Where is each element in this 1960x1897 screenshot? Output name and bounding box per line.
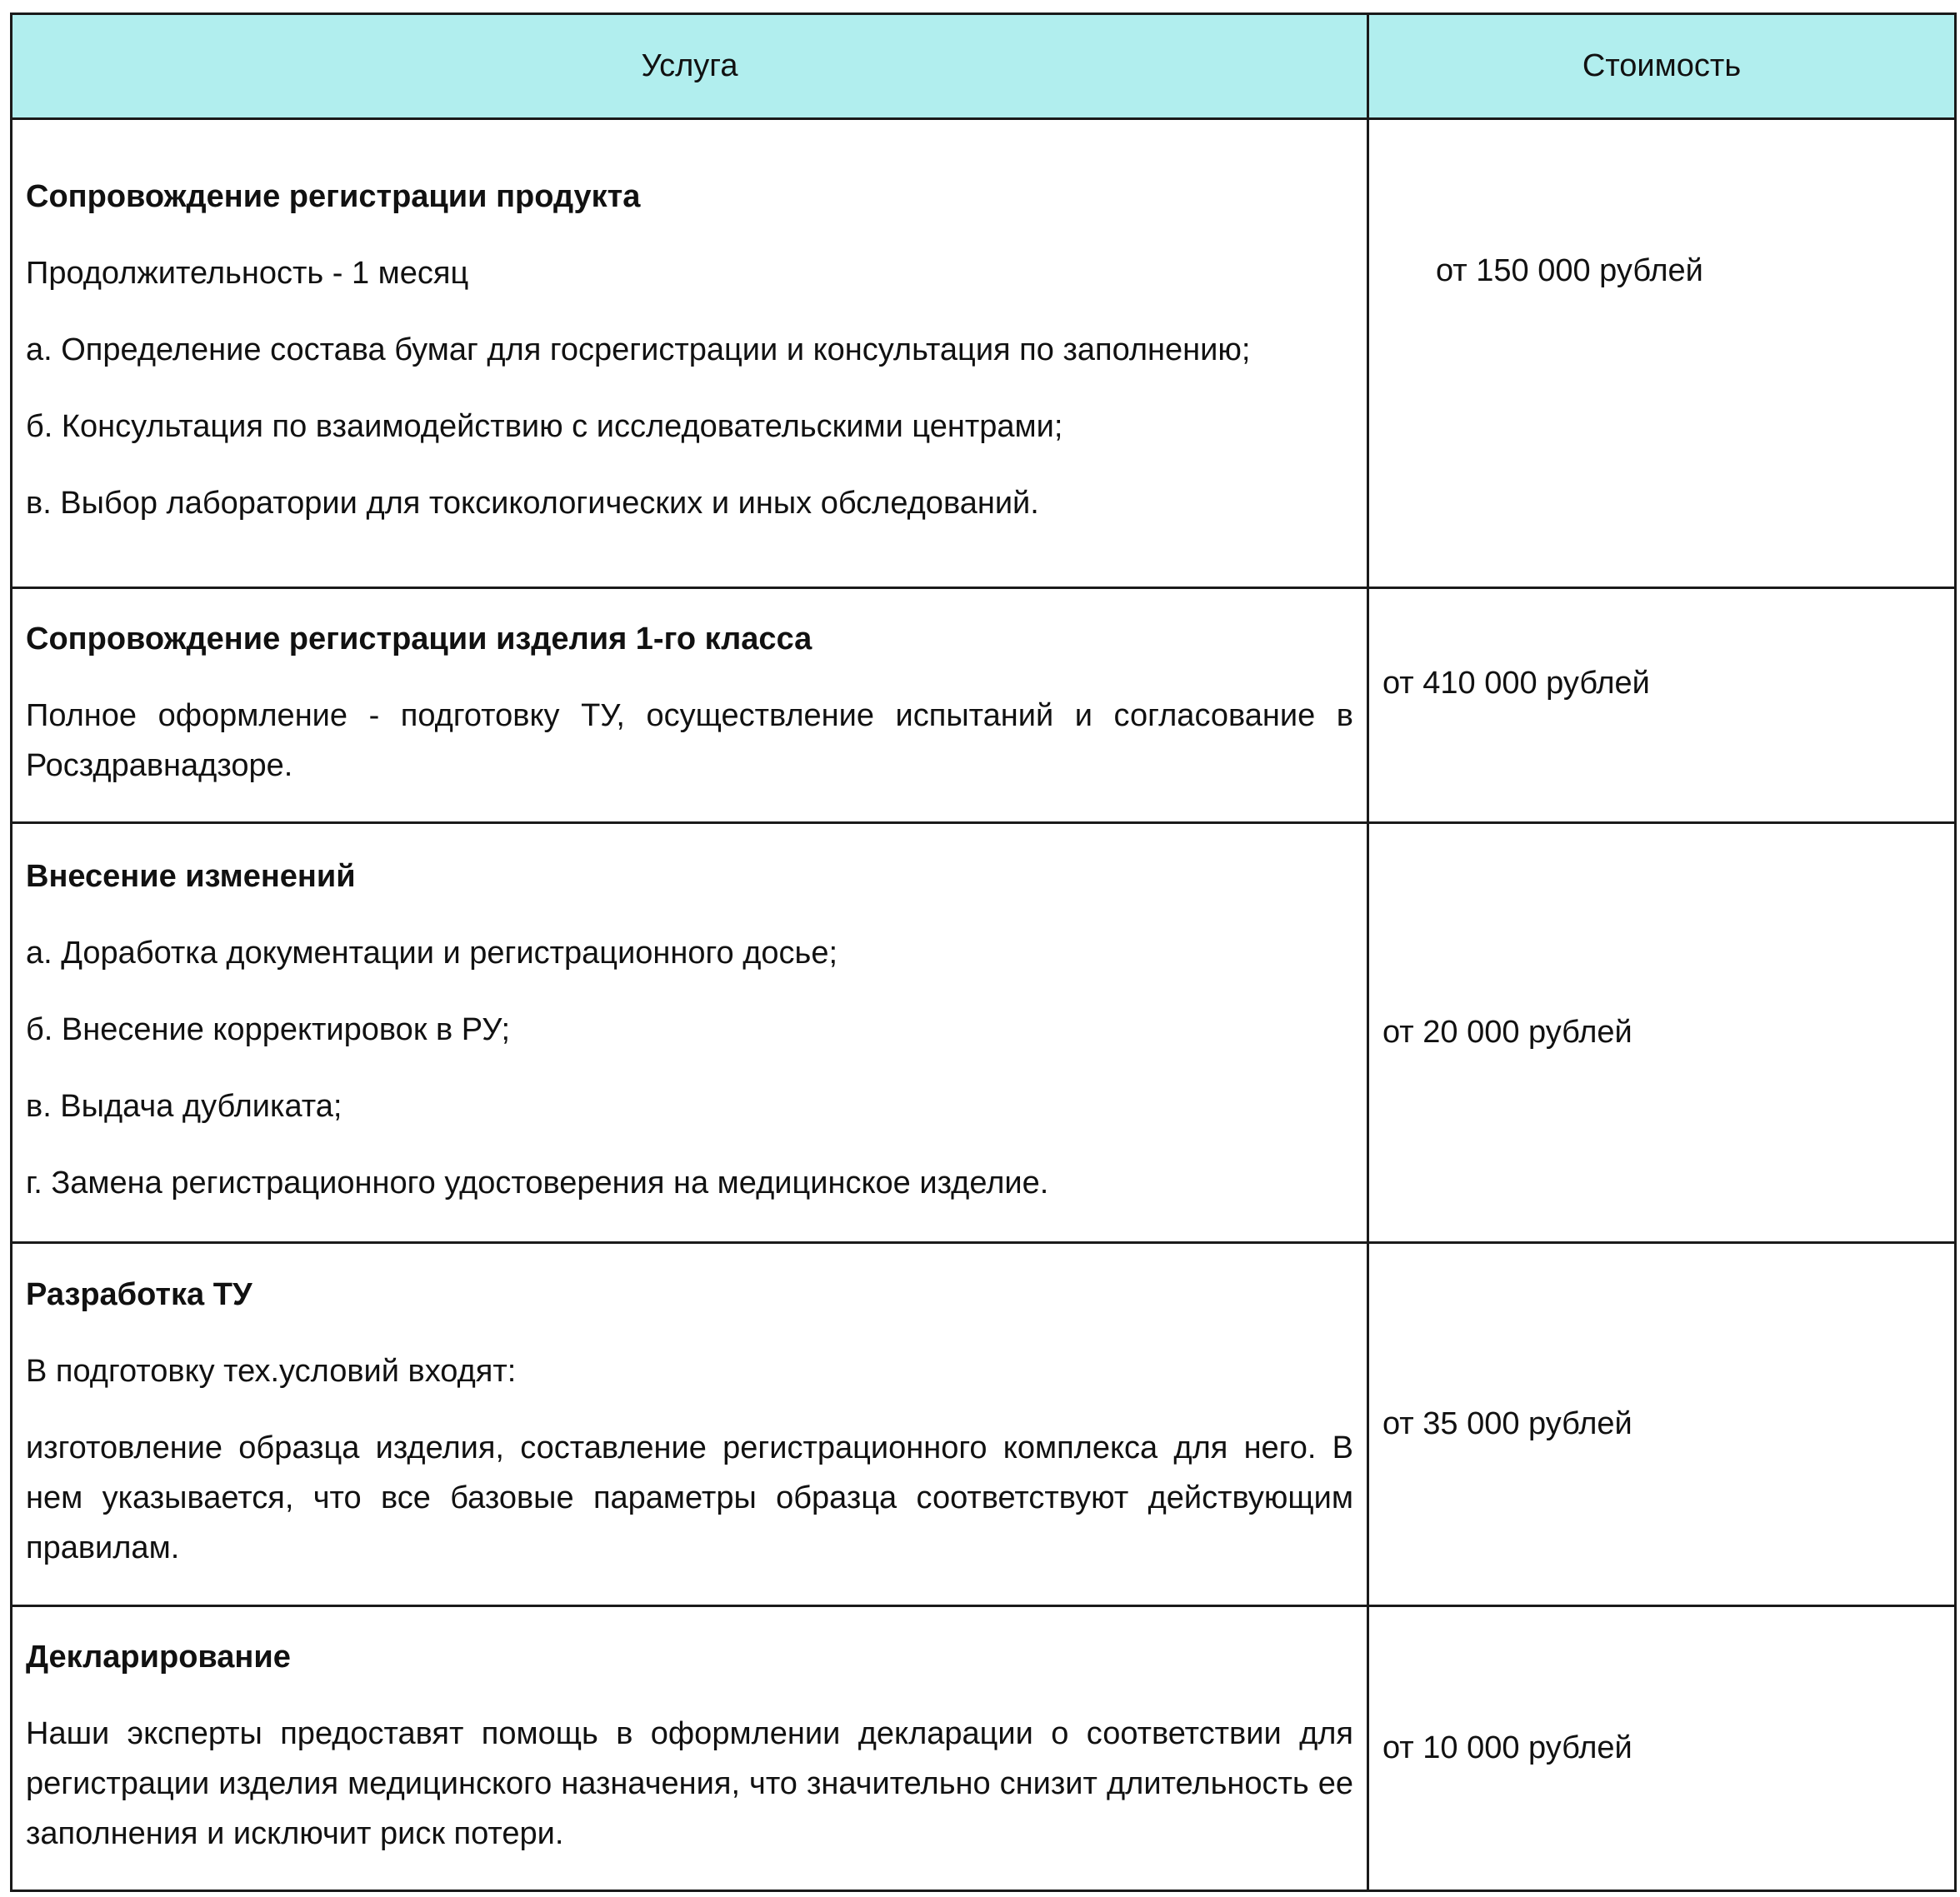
service-title: Сопровождение регистрации продукта (26, 179, 641, 214)
table-row (12, 119, 1956, 588)
column-header-price: Стоимость (1368, 14, 1956, 119)
service-cell (12, 1243, 1368, 1606)
table-row (12, 823, 1956, 1243)
price-cell: от 20 000 рублей (1368, 823, 1956, 1243)
price-cell: от 150 000 рублей (1368, 119, 1956, 588)
service-line: Полное оформление - подготовку ТУ, осуществление испытаний и согласование в Росздравнадзоре. (26, 697, 1353, 783)
service-cell (12, 1606, 1368, 1891)
service-title: Разработка ТУ (26, 1276, 252, 1312)
table-row (12, 588, 1956, 823)
service-line: б. Внесение корректировок в РУ; (26, 1011, 511, 1047)
service-line: Продолжительность - 1 месяц (26, 256, 469, 291)
service-title: Декларирование (26, 1639, 291, 1675)
table-row (12, 1606, 1956, 1891)
service-title: Внесение изменений (26, 858, 356, 894)
service-cell (12, 588, 1368, 823)
table-header-row (12, 14, 1956, 119)
service-line: б. Консультация по взаимодействию с исследовательскими центрами; (26, 409, 1063, 444)
service-line: В подготовку тех.условий входят: (26, 1353, 517, 1389)
service-cell (12, 119, 1368, 588)
price-table (10, 12, 1957, 1892)
service-line: а. Доработка документации и регистрационного досье; (26, 935, 838, 971)
table-row (12, 1243, 1956, 1606)
service-line: изготовление образца изделия, составление регистрационного комплекса для него. В нем указывается, что все базовые параметры образца соответствуют действующим правилам. (26, 1430, 1353, 1565)
service-line: в. Выбор лаборатории для токсикологических и иных обследований. (26, 486, 1039, 521)
price-cell: от 35 000 рублей (1368, 1243, 1956, 1606)
service-line: в. Выдача дубликата; (26, 1088, 342, 1124)
service-line: г. Замена регистрационного удостоверения на медицинское изделие. (26, 1165, 1049, 1201)
service-title: Сопровождение регистрации изделия 1-го класса (26, 621, 812, 656)
service-cell (12, 823, 1368, 1243)
column-header-service: Услуга (12, 14, 1368, 119)
price-cell: от 10 000 рублей (1368, 1606, 1956, 1891)
service-line: а. Определение состава бумаг для госрегистрации и консультация по заполнению; (26, 332, 1251, 367)
service-line: Наши эксперты предоставят помощь в оформлении декларации о соответствии для регистрации изделия медицинского назначения, что значительно снизит длительность ее заполнения и исключит риск потери. (26, 1715, 1353, 1851)
price-cell: от 410 000 рублей (1368, 588, 1956, 823)
